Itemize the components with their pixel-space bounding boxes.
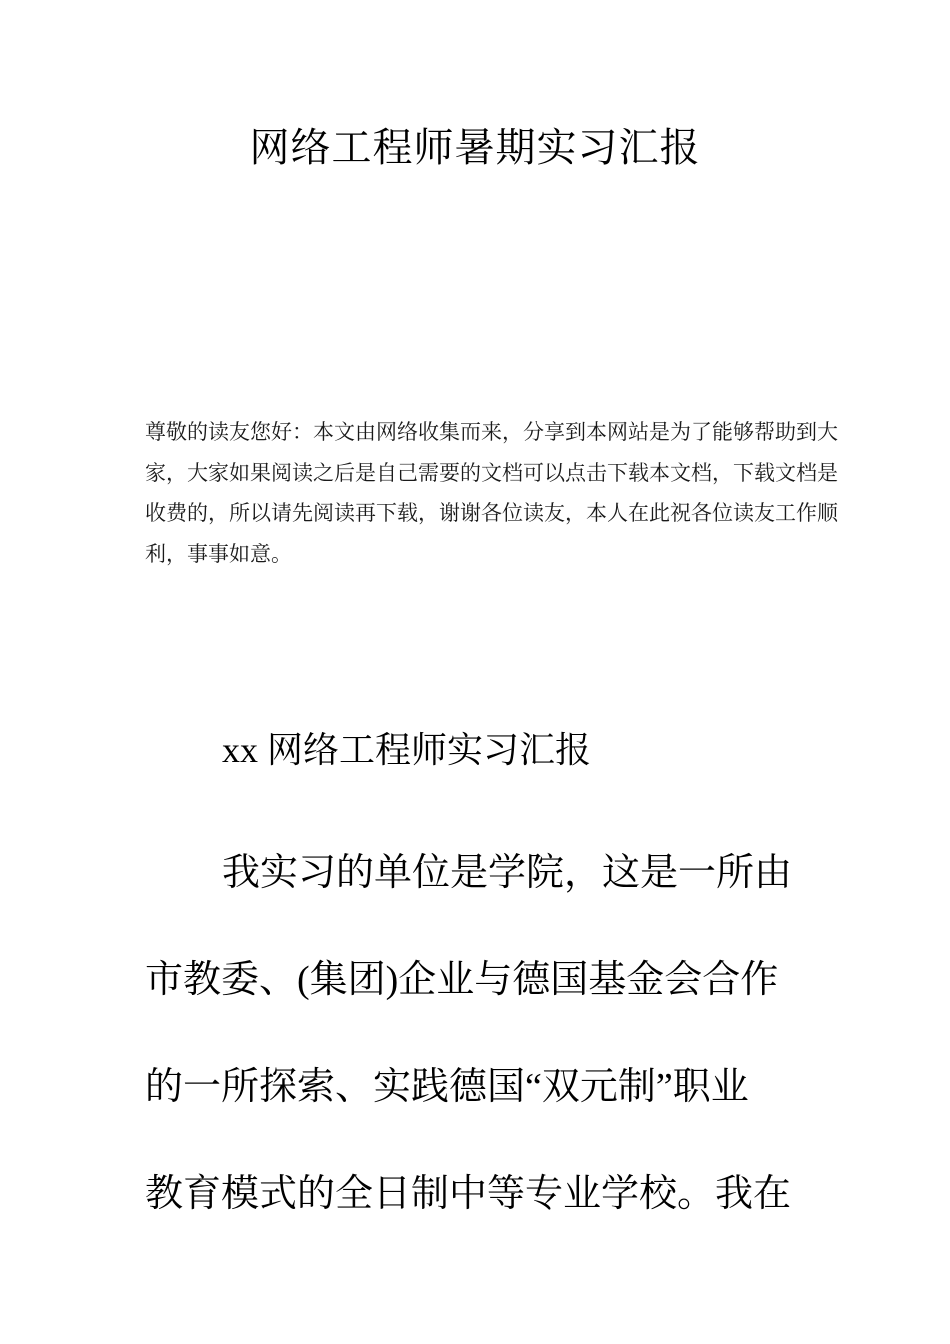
body-line: 教育模式的全日制中等专业学校。我在 <box>145 1173 792 1215</box>
body-paragraph <box>145 820 815 1248</box>
body-line: 我实习的单位是学院，这是一所由 <box>222 852 793 894</box>
notice-line: 家，大家如果阅读之后是自己需要的文档可以点击下载本文档，下载文档是 <box>145 460 838 485</box>
reader-notice <box>145 412 838 574</box>
notice-line: 收费的，所以请先阅读再下载，谢谢各位读友，本人在此祝各位读友工作顺 <box>145 501 838 525</box>
notice-line: 利，事事如意。 <box>145 541 292 566</box>
document-title: 网络工程师暑期实习汇报 <box>249 125 701 171</box>
body-line: 市教委、(集团)企业与德国基金会合作 <box>145 959 779 1001</box>
body-line: 的一所探索、实践德国“双元制”职业 <box>145 1066 749 1108</box>
notice-line: 尊敬的读友您好：本文由网络收集而来，分享到本网站是为了能够帮助到大 <box>145 420 838 444</box>
section-heading: xx 网络工程师实习汇报 <box>222 730 592 770</box>
